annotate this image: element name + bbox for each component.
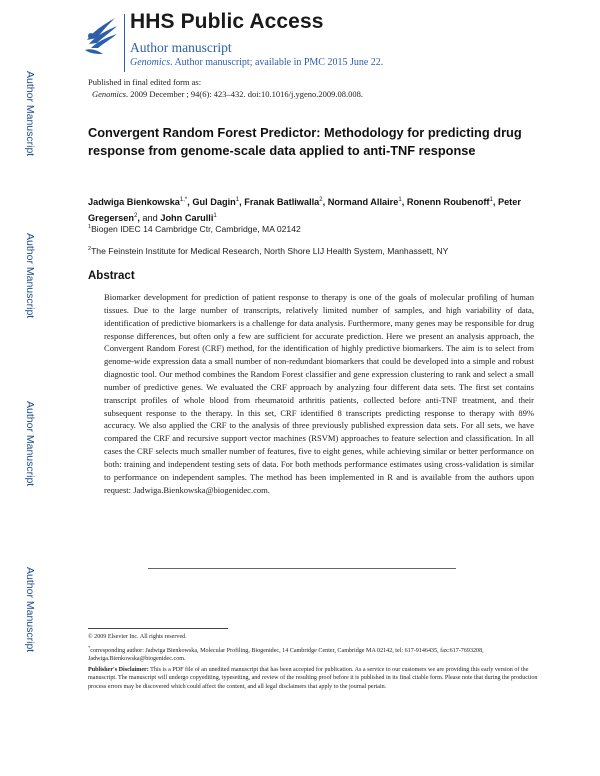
corresponding-sup: * bbox=[88, 644, 91, 650]
author-manuscript-label: Author manuscript bbox=[130, 40, 232, 55]
author-conjunction: and bbox=[142, 213, 158, 224]
citation-details: . 2009 December ; 94(6): 423–432. doi:10.1016/j.ygeno.2009.08.008. bbox=[126, 88, 364, 99]
footnote-rule bbox=[88, 628, 228, 629]
author-name: Jadwiga Bienkowska bbox=[88, 197, 180, 208]
author-affil-sup: 1 bbox=[489, 197, 493, 203]
hhs-public-access-title: HHS Public Access bbox=[130, 10, 324, 33]
hhs-eagle-logo-icon bbox=[80, 8, 122, 64]
affiliation-text: Biogen IDEC 14 Cambridge Ctr, Cambridge, MA 02142 bbox=[91, 224, 301, 234]
author-affil-sup: 2 bbox=[319, 197, 323, 203]
side-label-author-manuscript: Author Manuscript bbox=[24, 401, 36, 487]
abstract-end-rule bbox=[148, 568, 456, 569]
side-label-author-manuscript: Author Manuscript bbox=[24, 71, 36, 157]
author-list: Jadwiga Bienkowska$^{1,*}$, Gul Dagin$^1$, Franak Batliwalla$^2$, Normand Allaire$^1$, Ronenn Roubenoff$^1$, Peter Gregersen$^2$, and John Carulli$^1$ bbox=[88, 197, 521, 224]
corresponding-text: corresponding author: Jadwiga Bienkowska, Molecular Profiling, Biogenidec, 14 Cambridge Center, Cambridge MA 02142, tel: 617-9146435, fax:617-7693208, Jadwiga.Bienkowska@biogenidec.com. bbox=[88, 647, 484, 663]
author-affil-sup: 2 bbox=[133, 213, 138, 220]
author-name: John Carulli bbox=[160, 213, 214, 224]
side-label-author-manuscript: Author Manuscript bbox=[24, 233, 36, 319]
disclaimer-label: Publisher's Disclaimer: bbox=[88, 666, 149, 673]
publication-info bbox=[88, 77, 363, 100]
author-name: Gul Dagin bbox=[192, 197, 236, 208]
journal-name: Genomics bbox=[130, 57, 170, 68]
author-affil-sup: 1 bbox=[235, 197, 240, 203]
author-affil-sup: 1 bbox=[398, 197, 402, 203]
footnotes bbox=[88, 633, 550, 694]
journal-availability-line bbox=[130, 57, 383, 68]
author-name: Normand Allaire bbox=[327, 197, 399, 208]
affiliation-sup: 1 bbox=[88, 224, 92, 231]
journal-status: . Author manuscript; available in PMC 2015 June 22. bbox=[170, 57, 384, 68]
corresponding-author-note bbox=[88, 644, 550, 664]
abstract-heading: Abstract bbox=[88, 270, 135, 282]
published-final-form: Published in final edited form as: bbox=[88, 77, 202, 87]
author-affil-sup: 1,* bbox=[179, 197, 188, 203]
header-divider bbox=[124, 14, 125, 72]
citation-journal: Genomics bbox=[92, 88, 126, 99]
author-name: Franak Batliwalla bbox=[244, 197, 320, 208]
copyright-notice: © 2009 Elsevier Inc. All rights reserved. bbox=[88, 634, 187, 640]
hhs-header bbox=[76, 8, 586, 74]
author-affil-sup: 1 bbox=[213, 213, 217, 220]
affiliation-2 bbox=[88, 246, 558, 256]
paper-title: Convergent Random Forest Predictor: Methodology for predicting drug response from genome-scale data applied to anti-TNF response bbox=[88, 125, 522, 158]
author-name: Peter Gregersen bbox=[88, 197, 521, 224]
affiliation-sup: 2 bbox=[88, 246, 92, 253]
citation-line bbox=[88, 89, 363, 101]
author-name: Ronenn Roubenoff bbox=[406, 197, 490, 208]
abstract-body: Biomarker development for prediction of patient response to therapy is one of the goals of molecular profiling of human tissues. Due to the large number of transcripts, relatively limited number of samples, and high variability of data, identification of predictive biomarkers is a challenge for data analysis. Furthermore, many genes may be responsible for drug response differences, but often only a few are sufficient for accurate prediction. Here we present an analysis approach, the Convergent Random Forest (CRF) method, for the identification of highly predictive biomarkers. The aim is to select from genome-wide expression data a small number of non-redundant biomarkers that could be developed into a simple and robust diagnostic tool. Our method combines the Random Forest classifier and gene expression clustering to rank and select a small number of predictive genes. We evaluated the CRF approach by analyzing four different data sets. The first set contains transcript profiles of whole blood from rheumatoid arthritis patients, collected before anti-TNF treatment, and their subsequent response to the therapy. In this set, CRF identified 8 transcripts predicting response to therapy with 89% accuracy. We also applied the CRF to the analysis of three previously published expression data sets. For all sets, we have compared the CRF and recursive support vector machines (RSVM) approaches to feature selection and classification. In all cases the CRF selects much smaller number of features, five to eight genes, while achieving similar or better performance on both: training and independent testing sets of data. For both methods performance estimates using cross-validation is similar to performance on independent samples. The method has been implemented in R and is available from the authors upon request: Jadwiga.Bienkowska@biogenidec.com. bbox=[104, 292, 534, 495]
side-label-author-manuscript: Author Manuscript bbox=[24, 567, 36, 653]
affiliation-text: The Feinstein Institute for Medical Research, North Shore LIJ Health System, Manhassett, NY bbox=[91, 246, 449, 256]
publisher-disclaimer bbox=[88, 666, 550, 692]
affiliation-1 bbox=[88, 224, 558, 234]
disclaimer-text: This is a PDF file of an unedited manuscript that has been accepted for publication. As a service to our customers we are providing this early version of the manuscript. The manuscript will undergo copyediting, typesetting, and review of the resulting proof before it is published in its final citable form. Please note that during the production process errors may be discovered which could affect the content, and all legal disclaimers that apply to the journal pertain. bbox=[88, 666, 538, 690]
